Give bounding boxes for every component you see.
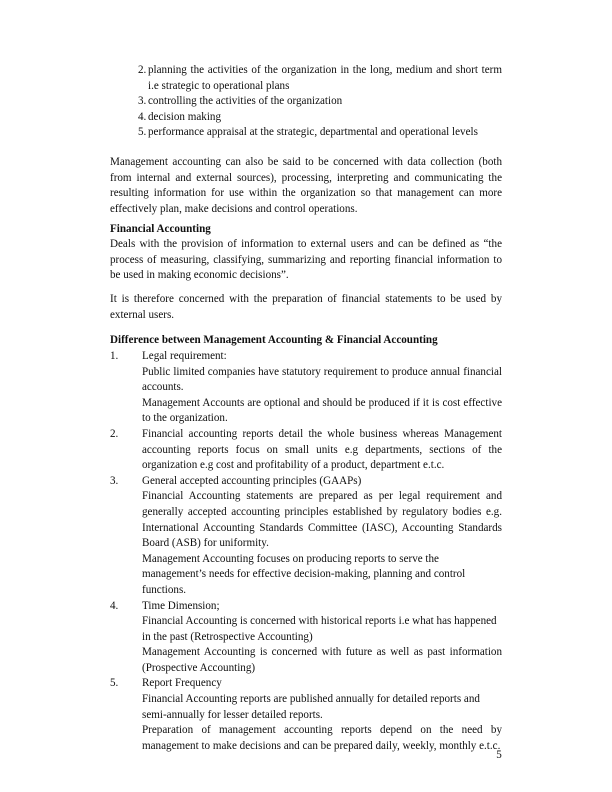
list-item-number: 2. (110, 427, 119, 440)
paragraph-management-accounting: Management accounting can also be said to be concerned with data collection (both from internal and external sources), processing, interpreting and communicating the resulting information for use within the organization so that management can more effectively plan, make decisions and control operations. (110, 156, 502, 215)
list-item-text: planning the activities of the organization in the long, medium and short term i.e strategic to operational plans (148, 64, 502, 92)
heading-financial-accounting: Financial Accounting (110, 223, 211, 235)
list-item-paragraph: Preparation of management accounting reports depend on the need by management to make decisions and can be prepared daily, weekly, monthly e.t.c. (142, 724, 502, 752)
list-item-number: 3. (110, 474, 119, 487)
list-item (110, 676, 502, 754)
list-item-body (142, 599, 502, 677)
heading-difference-management-vs-financial: Difference between Management Accounting & Financial Accounting (110, 334, 438, 346)
list-item-title: Report Frequency (142, 677, 222, 690)
list-item-title: Legal requirement: (142, 350, 227, 362)
list-item-body (142, 474, 502, 599)
list-item-paragraph: Financial Accounting is concerned with historical reports i.e what has happened in the past (Retrospective Accounting) (142, 615, 497, 643)
list-item-paragraph: Management Accounting focuses on producing reports to serve the management’s needs for effective decision-making, planning and control functions. (142, 552, 466, 596)
list-item-number: 5. (110, 677, 119, 690)
list-item (110, 599, 502, 677)
list-item-text: controlling the activities of the organization (148, 95, 343, 108)
list-item-paragraph: Financial Accounting statements are prepared as per legal requirement and generally accepted accounting principles established by regulatory bodies e.g. International Accounting Standards Committee (IASC), Accounting Standards Board (ASB) for uniformity. (142, 490, 502, 550)
top-numbered-list (110, 63, 502, 141)
list-item-title: Time Dimension; (142, 599, 220, 612)
paragraph-financial-statements: It is therefore concerned with the preparation of financial statements to be used by external users. (110, 293, 502, 321)
list-item (110, 94, 502, 110)
list-item-paragraph: Management Accounts are optional and should be produced if it is cost effective to the organization. (142, 396, 502, 425)
list-item (110, 125, 502, 141)
paragraph-financial-accounting-definition: Deals with the provision of information to external users and can be defined as “the process of measuring, classifying, summarizing and reporting financial information to be used in making economic decisions”. (110, 238, 502, 282)
list-item (110, 110, 502, 126)
list-item-body (142, 349, 502, 427)
difference-numbered-list (110, 349, 502, 754)
list-item (110, 349, 502, 427)
list-item (110, 474, 502, 599)
list-item-number: 4. (110, 599, 119, 612)
list-item-number: 5. (138, 126, 147, 139)
list-item-text: decision making (148, 110, 222, 123)
list-item-paragraph: Financial Accounting reports are published annually for detailed reports and semi-annually for lesser detailed reports. (142, 693, 480, 721)
list-item-number: 3. (138, 95, 147, 108)
list-item-paragraph: Management Accounting is concerned with future as well as past information (Prospective Accounting) (142, 646, 502, 674)
list-item-text: performance appraisal at the strategic, departmental and operational levels (148, 126, 478, 139)
list-item-title: General accepted accounting principles (GAAPs) (142, 474, 362, 487)
list-item-paragraph: Public limited companies have statutory requirement to produce annual financial accounts. (142, 365, 502, 394)
list-item-number: 1. (110, 350, 119, 362)
page-number: 5 (496, 749, 502, 761)
list-item (110, 63, 502, 94)
list-item-number: 2. (138, 64, 147, 76)
list-item-body (142, 676, 502, 754)
list-item-paragraph: Financial accounting reports detail the whole business whereas Management accounting reports focus on small units e.g departments, sections of the organization e.g cost and profitability of a product, department e.t.c. (142, 427, 502, 472)
list-item (110, 427, 502, 474)
list-item-body (142, 427, 502, 474)
list-item-number: 4. (138, 110, 147, 123)
